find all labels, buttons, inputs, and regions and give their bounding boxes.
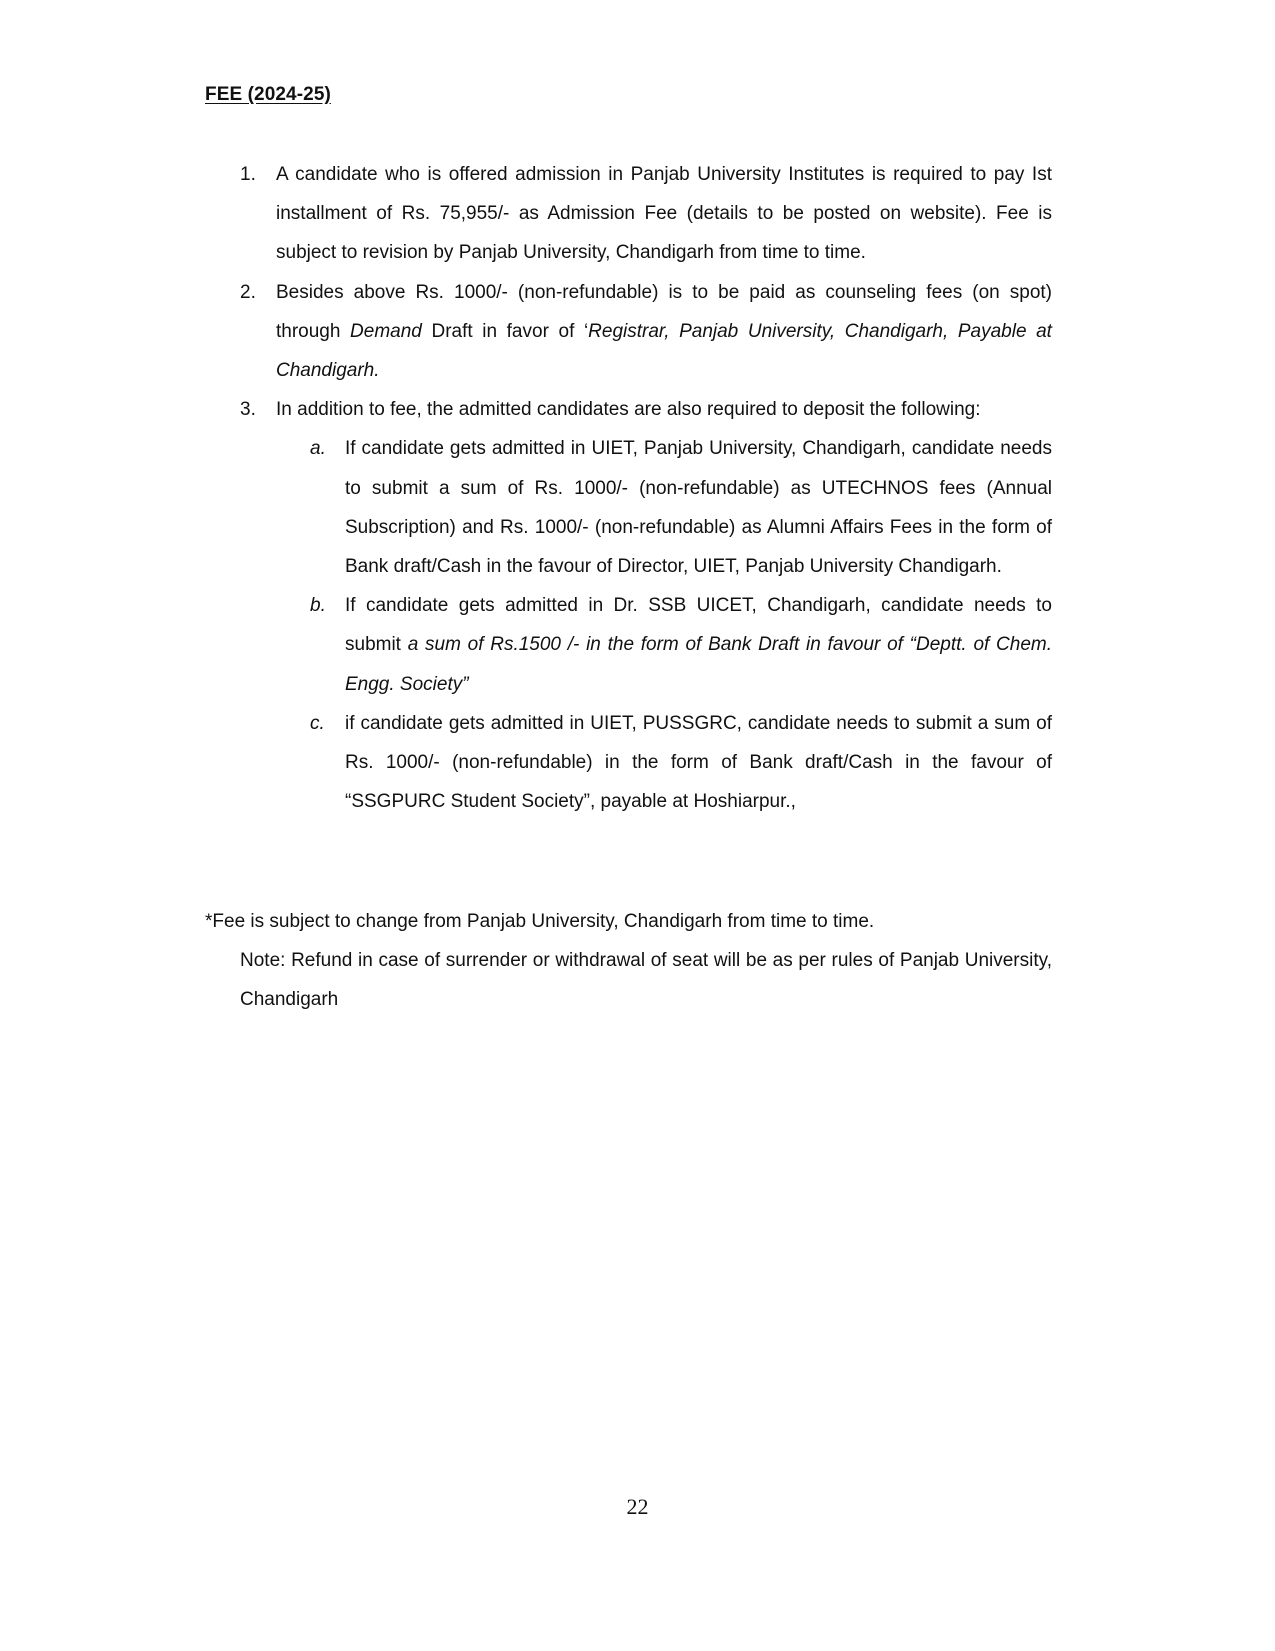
list-item-text: Draft in favor of ‘ <box>421 320 589 342</box>
page-number: 22 <box>626 1494 649 1519</box>
list-item-number: 2. <box>240 281 256 303</box>
refund-note: Note: Refund in case of surrender or withdrawal of seat will be as per rules of Panjab University, Chandigarh <box>240 950 1052 1011</box>
sub-item-text: if candidate gets admitted in UIET, PUSSGRC, candidate needs to submit a sum of Rs. 1000/- (non-refundable) in the form of Bank draft/Cash in the favour of “SSGPURC Student Society”, payable at Hoshiarpur., <box>345 712 1052 813</box>
sub-item-a <box>310 429 1052 586</box>
sub-item-b <box>310 586 1052 704</box>
list-item-number: 1. <box>240 164 256 185</box>
sub-item-letter: c. <box>310 712 325 734</box>
sub-item-text: If candidate gets admitted in UIET, Panjab University, Chandigarh, candidate needs to submit a sum of Rs. 1000/- (non-refundable) as UTECHNOS fees (Annual Subscription) and Rs. 1000/- (non-refundable) as Alumni Affairs Fees in the form of Bank draft/Cash in the favour of Director, UIET, Panjab University Chandigarh. <box>345 438 1052 578</box>
sub-item-text-italic: a sum of Rs.1500 /- in the form of Bank Draft in favour of “Deptt. of Chem. Engg. Society” <box>345 634 1052 695</box>
sub-item-text: If candidate gets admitted in Dr. SSB UICET, Chandigarh, candidate needs to submit <box>345 595 1052 656</box>
sub-item-letter: a. <box>310 438 326 460</box>
fee-footnote: *Fee is subject to change from Panjab University, Chandigarh from time to time. <box>205 911 875 932</box>
list-item-text: Besides above Rs. 1000/- (non-refundable) is to be paid as counseling fees (on spot) through <box>276 281 1052 342</box>
page-heading: FEE (2024-25) <box>205 84 331 105</box>
list-item-1 <box>240 155 1052 273</box>
list-item-text-italic: Demand <box>350 320 422 342</box>
fee-list <box>0 155 1275 821</box>
list-item-text: A candidate who is offered admission in Panjab University Institutes is required to pay Ist installment of Rs. 75,955/- as Admission Fee (details to be posted on website). Fee is subject to revision by Panjab University, Chandigarh from time to time. <box>276 164 1052 264</box>
sub-item-c <box>310 704 1052 822</box>
list-item-3 <box>240 390 1052 821</box>
sub-item-letter: b. <box>310 595 326 617</box>
list-item-number: 3. <box>240 399 256 421</box>
list-item-text-italic: Registrar, Panjab University, Chandigarh, Payable at Chandigarh. <box>276 320 1052 382</box>
list-item-text: In addition to fee, the admitted candidates are also required to deposit the following: <box>276 399 981 421</box>
list-item-2 <box>240 273 1052 391</box>
